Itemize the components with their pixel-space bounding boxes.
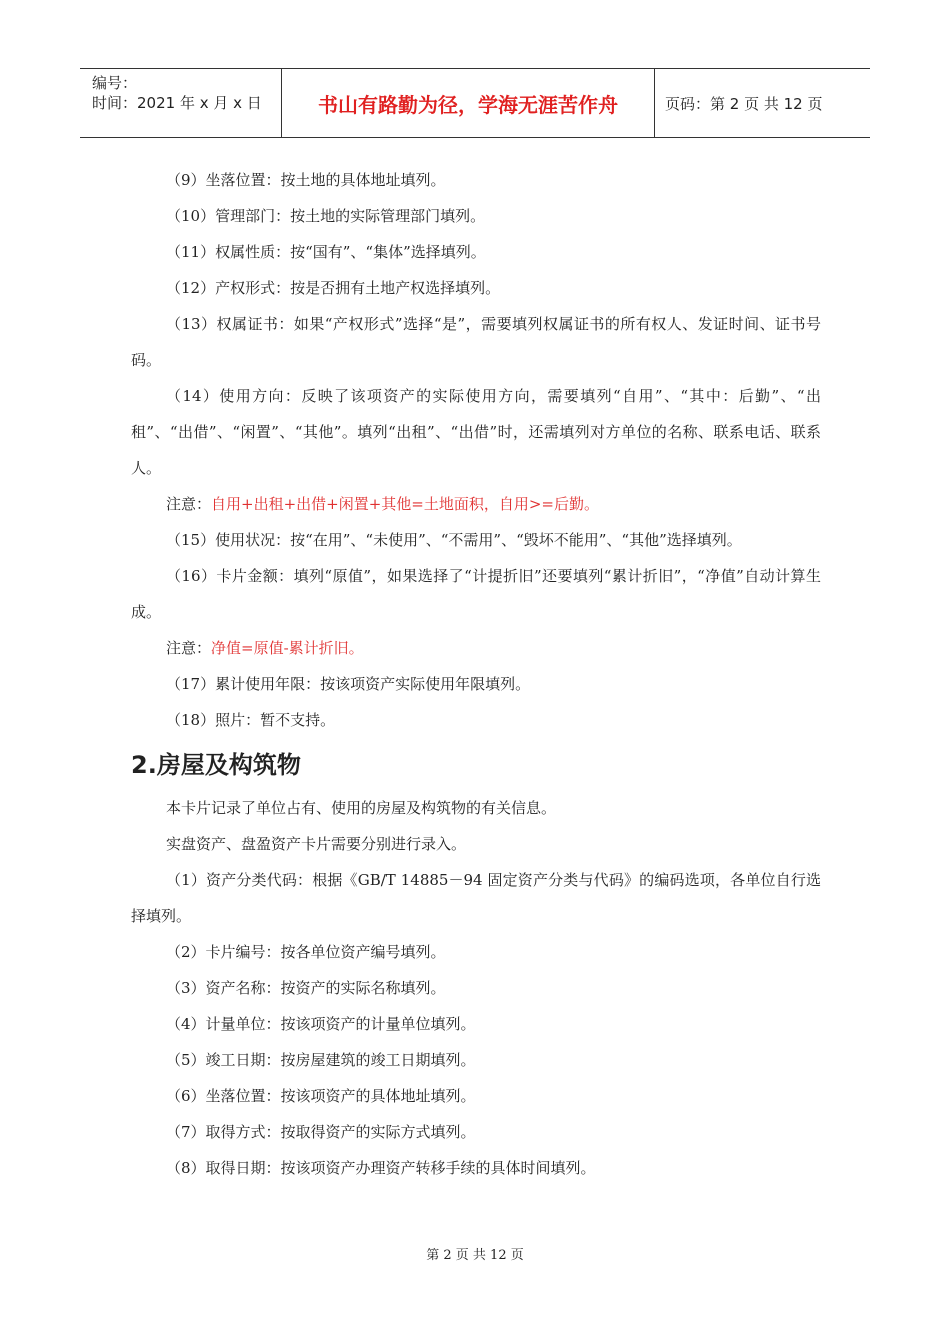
paragraph: （8）取得日期：按该项资产办理资产转移手续的具体时间填列。 [166,1159,596,1177]
paragraph: （14）使用方向：反映了该项资产的实际使用方向，需要填列“自用”、“其中：后勤”、“出租”、“出借”、“闲置”、“其他”。填列“出租”、“出借”时，还需填列对方单位的名称、联系电话、联系人。 [131,387,821,477]
paragraph: （12）产权形式：按是否拥有土地产权选择填列。 [166,279,501,297]
header-page-info: 页码：第 2 页 共 12 页 [665,94,823,113]
paragraph: 本卡片记录了单位占有、使用的房屋及构筑物的有关信息。 [166,799,557,817]
note-prefix: 注意： [166,639,212,657]
paragraph: （1）资产分类代码：根据《GB/T 14885－94 固定资产分类与代码》的编码选项，各单位自行选择填列。 [131,871,821,925]
header-number-label: 编号： [92,74,138,92]
paragraph: （6）坐落位置：按该项资产的具体地址填列。 [166,1087,476,1105]
page-footer: 第 2 页 共 12 页 [426,1248,524,1263]
header-time-label: 时间：2021 年 x 月 x 日 [92,94,262,112]
paragraph: （9）坐落位置：按土地的具体地址填列。 [166,171,446,189]
header-meta [80,69,282,137]
paragraph: （18）照片：暂不支持。 [166,711,336,729]
note-prefix: 注意： [166,495,212,513]
paragraph: （4）计量单位：按该项资产的计量单位填列。 [166,1015,476,1033]
paragraph: （15）使用状况：按“在用”、“未使用”、“不需用”、“毁坏不能用”、“其他”选择填列。 [166,531,742,549]
document-body [131,162,821,1186]
paragraph: 实盘资产、盘盈资产卡片需要分别进行录入。 [166,835,467,853]
page-header [80,68,870,138]
note-paragraph [131,486,821,522]
paragraph: （2）卡片编号：按各单位资产编号填列。 [166,943,446,961]
paragraph: （5）竣工日期：按房屋建筑的竣工日期填列。 [166,1051,476,1069]
note-text: 自用+出租+出借+闲置+其他=土地面积，自用>=后勤。 [211,495,599,513]
note-text: 净值=原值-累计折旧。 [211,639,364,657]
paragraph: （10）管理部门：按土地的实际管理部门填列。 [166,207,486,225]
paragraph: （13）权属证书：如果“产权形式”选择“是”，需要填列权属证书的所有权人、发证时间、证书号码。 [131,315,821,369]
section-heading: 2.房屋及构筑物 [131,751,301,779]
paragraph: （7）取得方式：按取得资产的实际方式填列。 [166,1123,476,1141]
paragraph: （16）卡片金额：填列“原值”，如果选择了“计提折旧”还要填列“累计折旧”，“净值”自动计算生成。 [131,567,821,621]
note-paragraph [131,630,821,666]
paragraph: （17）累计使用年限：按该项资产实际使用年限填列。 [166,675,531,693]
paragraph: （11）权属性质：按“国有”、“集体”选择填列。 [166,243,486,261]
header-motto: 书山有路勤为径，学海无涯苦作舟 [282,69,655,137]
paragraph: （3）资产名称：按资产的实际名称填列。 [166,979,446,997]
